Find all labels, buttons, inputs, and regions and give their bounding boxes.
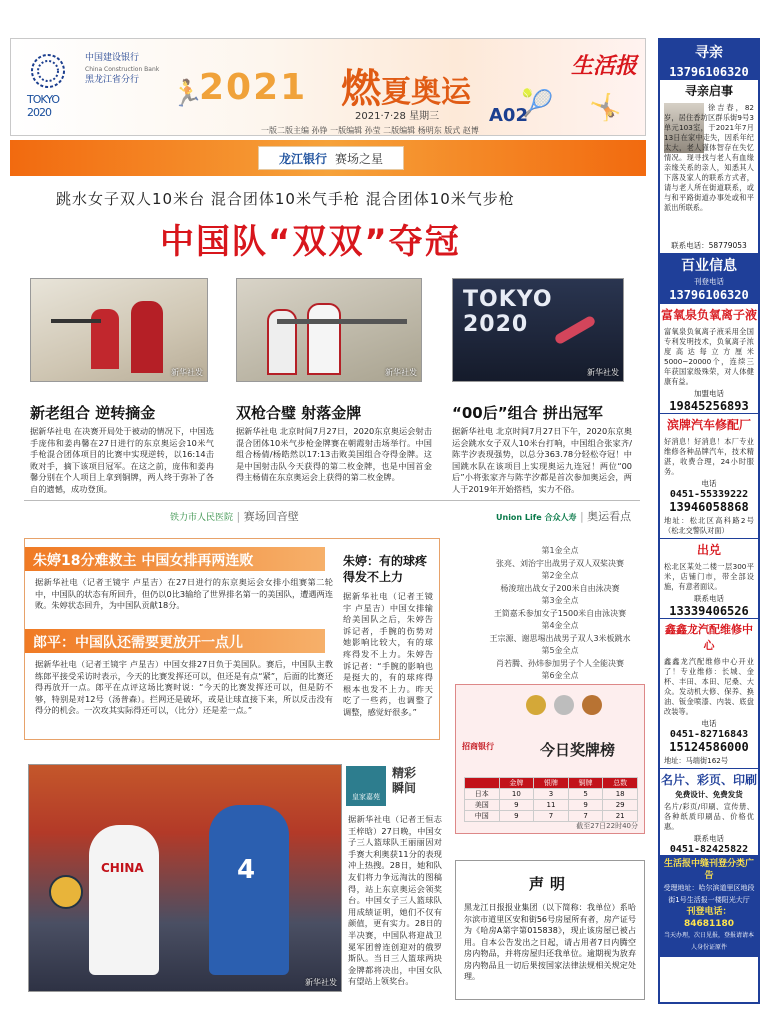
photo-credit: 新华社发	[385, 368, 417, 377]
title-big-char: 燃	[341, 65, 381, 112]
article-body: 据新华社电 在决赛开局处于被动的情况下，中国选手庞伟和姜冉馨在27日进行的东京奥运会10米气手枪混合团体项目的比赛中实现逆转，以16:14击败对手，摘下该项目冠军。在这之前，庞伟和姜冉馨分别在个人项目上拿到铜牌，两人终于弥补了各自的遗憾，成功登顶。	[30, 426, 214, 494]
photo-basketball: CHINA 4 新华社发	[28, 764, 342, 992]
corner-name: 赛场回音壁	[243, 510, 299, 523]
article-title: 双枪合璧 射落金牌	[236, 404, 362, 422]
point-head: 第2金全点	[541, 571, 579, 580]
points-banner: Union Life 合众人寿 | 奥运看点	[496, 510, 632, 523]
ad-body: 名片/彩页/印刷、宣传册、各种纸质印刷品、价格优惠。	[664, 802, 754, 831]
notice-body: 黑龙江日报报业集团（以下简称：我单位）系哈尔滨市道里区安和街56号房屋所有者，房产证号为《哈房A第字第015838》，现止该房屋已被占用。自本公告发出之日起，请占用者7日内腾空房内物品，并将房屋归还我单位。逾期视为放弃房内物品且一切后果按国家法律法规相关规定处理。	[464, 903, 636, 981]
point-head: 第6金全点	[541, 671, 579, 680]
medal-sponsor: 招商银行	[462, 742, 494, 751]
section-banner	[10, 140, 646, 176]
volley-body-2: 据新华社电（记者王镜宇 卢星吉）中国女排27日负于美国队。赛后，中国队主教练郎平接受采访时表示，今天的比赛发挥还可以，但还是有点“紧”，后面的比赛还得再放开一点。郎平在点评这场比赛时说：“今天的比赛发挥还可以，但是防不够，特别是对12号（汤普森）。拦网还是破坏，或是让球直接下来，所以反击没有得分的机会。一次攻其实际得还可以，（比分）还是差一点。”	[35, 659, 333, 716]
footer-title: 生活报中缝刊登分类广告	[663, 859, 754, 881]
notice-title: 声明	[528, 875, 571, 893]
sub-headline: 跳水女子双人10米台 混合团体10米气手枪 混合团体10米气步枪	[56, 190, 515, 208]
biz-sub: 刊登电话	[660, 277, 758, 287]
point-head: 第5金全点	[541, 646, 579, 655]
table-cell: 中国	[465, 811, 500, 822]
photo-credit: 新华社发	[171, 368, 203, 377]
table-header-row	[465, 778, 638, 789]
footer-note: 当天办理，次日见报，登报请请本人身份证原件	[663, 932, 754, 951]
table-row	[465, 800, 638, 811]
photo-credit: 新华社发	[305, 978, 337, 987]
table-header: 总数	[603, 778, 638, 789]
table-cell: 21	[603, 811, 638, 822]
ad-phone: 13339406526	[669, 604, 749, 618]
bank-logo	[85, 53, 159, 86]
ad-title: 滨牌汽车修配厂	[660, 413, 758, 435]
search-notice-title: 寻亲启事	[684, 84, 733, 98]
section-name: 赛场之星	[335, 151, 384, 166]
corner-banner: 铁力市人民医院 | 赛场回音壁	[170, 510, 299, 523]
diver-icon: 🤸	[589, 93, 622, 123]
point-text: 肖若腾、孙炜参加男子个人全能决赛	[496, 658, 624, 668]
photo-rifle-pair	[236, 278, 422, 382]
table-cell: 10	[499, 789, 534, 800]
notice-box	[455, 860, 645, 1000]
point-text: 王简嘉禾参加女子1500米自由泳决赛	[493, 608, 627, 618]
ad-phone-label: 电话	[701, 479, 717, 488]
table-cell: 9	[499, 811, 534, 822]
table-cell: 9	[568, 800, 603, 811]
ad-body: 松北区某处二楼一层300平米，店铺门市，带全部设施，有意者面议。	[664, 562, 754, 591]
article-body: 据新华社电 北京时间7月27日下午，2020东京奥运会跳水女子双人10米台打响，中国组合张家齐/陈芋汐表现强势，以总分363.78分轻松夺冠！中国跳水队在该项目上实现奥运九连冠！两位“00后”小将张家齐与陈芋汐都是首次参加奥运会，两人于2019年开始搭档，实力不俗。	[452, 426, 632, 494]
volley-body-1: 据新华社电（记者王镜宇 卢星吉）在27日进行的东京奥运会女排小组赛第二轮中，中国队的状态有所回升，但仍以0比3输给了世界排名第一的美国队，遭遇两连败。朱婷状态回升，为中国队贡献18分。	[35, 577, 333, 611]
ad-phone: 13946058868	[669, 500, 749, 514]
ad-phone: 0451-82716843	[669, 729, 749, 740]
page-number: A02	[489, 105, 528, 126]
medals-icon	[526, 695, 602, 715]
table-cell: 3	[534, 789, 569, 800]
ad-body: 好消息！好消息！本厂专业维修各种品牌汽车，技术精湛，收费合理，24小时服务。	[664, 437, 754, 476]
ad-phone: 19845256893	[669, 399, 749, 413]
table-cell: 5	[568, 789, 603, 800]
points-sponsor: Union Life 合众人寿	[496, 513, 577, 522]
biz-title: 百业信息	[660, 253, 758, 277]
editors-line: 一版二版主编 孙铮 一版编辑 孙莹 二版编辑 杨明东 版式 赵博	[261, 126, 479, 135]
classified-footer	[660, 855, 758, 957]
volley-title-1: 朱婷18分难救主 中国女排再两连败	[25, 547, 325, 571]
article-title: 新老组合 逆转摘金	[30, 404, 156, 422]
table-cell: 29	[603, 800, 638, 811]
volley-side-body: 据新华社电（记者王镜宇 卢星吉）中国女排输给美国队之后，朱婷告诉记者，手腕的伤势对她影响比较大，有的球疼得发不上力。朱婷告诉记者：“手腕的影响也是挺大的，有的球疼得根本也发不上力。昨天吃了一些药，也调整了调整，感觉好很多。”	[343, 591, 433, 717]
tennis-icon: 🎾	[521, 89, 554, 119]
article-body: 据新华社电 北京时间7月27日，2020东京奥运会射击混合团体10米气步枪金牌赛在朝霞射击场举行。中国组合杨倩/杨皓然以17:13击败美国组合夺得金牌。这是中国射击队今天获得的第二枚金牌，也是中国首金得主杨倩在东京奥运会上获得的第二枚金牌。	[236, 426, 432, 483]
volley-side-title: 朱婷：有的球疼得发不上力	[343, 554, 428, 584]
footer-address: 受理地址：哈尔滨道里区地段街1号生活报一楼阳光大厅	[663, 884, 755, 904]
search-contact: 联系电话：58779053	[671, 241, 747, 250]
table-row	[465, 811, 638, 822]
tokyo-backdrop: TOKYO 2020	[463, 287, 553, 337]
medal-table	[464, 777, 638, 822]
table-header: 金牌	[499, 778, 534, 789]
points-name: 奥运看点	[587, 510, 632, 523]
table-row	[465, 789, 638, 800]
biz-phone: 13796106320	[660, 287, 758, 303]
ad-phone-label: 联系电话	[694, 834, 724, 843]
ad-title: 富氧泉负氧离子液	[660, 303, 758, 325]
medal-caption: 截至27日22时40分	[576, 822, 638, 830]
point-head: 第3金全点	[541, 596, 579, 605]
masthead	[10, 38, 646, 136]
table-cell: 9	[499, 800, 534, 811]
ad-phone-label: 加盟电话	[694, 389, 724, 398]
ad-phone: 0451-55339222	[669, 489, 749, 500]
table-cell: 18	[603, 789, 638, 800]
table-cell: 7	[534, 811, 569, 822]
masthead-year: 2021	[199, 67, 308, 108]
bank-branch: 黑龙江省分行	[85, 75, 140, 85]
classifieds-sidebar	[658, 38, 760, 1004]
olympic-points-list	[475, 545, 645, 695]
search-phone: 13796106320	[660, 64, 758, 80]
volleyball-box	[24, 538, 440, 740]
moment-title: 精彩瞬间	[392, 766, 417, 795]
ad-body: 鑫鑫龙汽配维修中心开业了！专业维修：长城、金杯、丰田、本田、尼桑、大众。发动机大修、保养、换油、钣金喷漆、内装、底盘改装等。	[664, 657, 754, 716]
point-head: 第4金全点	[541, 621, 579, 630]
volley-title-2: 郎平：中国队还需要更放开一点儿	[25, 629, 325, 653]
point-text: 王宗源、谢思埸出战男子双人3米板跳水	[489, 633, 631, 643]
table-header: 铜牌	[568, 778, 603, 789]
search-notice-body: 徐吉春，82岁，居住香坊区群乐街9号3单元103室，于2021年7月13日在家中走失，因系年纪太大，老人谨体智存在失忆情况。现寻找与老人有血缘亲缘关系的亲人，知悉其人下落及家人的联系方式者，请与老人所在街道联系，或与和平路街道办事处或和平派出所联系。	[664, 103, 754, 212]
moment-sponsor-logo: 皇家嘉苑	[346, 766, 386, 806]
ad-phone-label: 联系电话	[694, 594, 724, 603]
issue-date: 2021·7·28 星期三	[355, 111, 440, 122]
bank-name-cn: 中国建设银行	[85, 53, 140, 63]
ad-sub: 免费设计、免费发货	[675, 790, 743, 799]
table-cell: 美国	[465, 800, 500, 811]
footer-phone: 刊登电话：84681180	[683, 907, 735, 929]
bank-name-en: China Construction Bank	[85, 66, 160, 73]
search-notice	[660, 101, 758, 241]
masthead-title	[341, 57, 471, 114]
photo-pistol-pair	[30, 278, 208, 382]
medal-table-box	[455, 684, 645, 834]
brand-logo: 生活报	[571, 53, 638, 79]
table-cell: 11	[534, 800, 569, 811]
table-header	[465, 778, 500, 789]
ad-title: 出兑	[660, 538, 758, 560]
ad-title: 鑫鑫龙汽配维修中心	[660, 618, 758, 655]
ad-phone: 0451-82425822	[669, 844, 749, 855]
ad-body: 富氧泉负氧离子液采用全国专利发明技术，负氧离子浓度高达每立方厘米5000~20000个，连续三年获国家级殊荣，对人体健康有益。	[664, 327, 754, 386]
photo-credit: 新华社发	[587, 368, 619, 377]
tokyo-2020-emblem	[21, 49, 81, 119]
point-head: 第1金全点	[541, 546, 579, 555]
ad-phone-label: 电话	[701, 719, 717, 728]
ad-address: 地址：松北区高科路2号（松北交警队对面）	[664, 516, 754, 535]
photo-diving-pair	[452, 278, 624, 382]
title-rest: 夏奥运	[381, 75, 471, 110]
search-title: 寻亲	[660, 40, 758, 64]
section-tag	[258, 146, 404, 170]
sponsor-label: 龙江银行	[278, 151, 327, 166]
point-text: 张亮、刘治宇出战男子双人双桨决赛	[496, 558, 624, 568]
divider	[24, 500, 640, 501]
table-header: 银牌	[534, 778, 569, 789]
corner-sponsor: 铁力市人民医院	[170, 513, 234, 523]
table-cell: 7	[568, 811, 603, 822]
article-title: “00后”组合 拼出冠军	[452, 404, 603, 422]
ad-title: 名片、彩页、印刷	[660, 768, 758, 790]
point-text: 杨浚瑄出战女子200米自由泳决赛	[500, 583, 620, 593]
moment-body: 据新华社电（记者王恒志 王梓晗）27日晚，中国女子三人篮球队王丽丽因对手赛大利奥获11分的表现冲上热搜。28日，她和队友们将力争远淘汰的图稿得，站上东京奥运会领奖台。中国女子三人篮球队用成绩证明，她们不仅有颜值，更有实力。28日的半决赛，中国队将迎战卫冕军团曾连创迎对的俄罗斯队。当日三人篮球两块金牌都将决出，中国女队有望站上领奖台。	[348, 814, 442, 987]
ad-address: 地址：马端街162号	[664, 756, 729, 765]
main-headline: 中国队“双双”夺冠	[160, 222, 461, 262]
medal-title: 今日奖牌榜	[540, 741, 616, 759]
ad-phone: 15124586000	[669, 740, 749, 754]
tokyo-label: TOKYO 2020	[27, 93, 59, 119]
runner-icon: 🏃	[171, 79, 204, 109]
table-cell: 日本	[465, 789, 500, 800]
